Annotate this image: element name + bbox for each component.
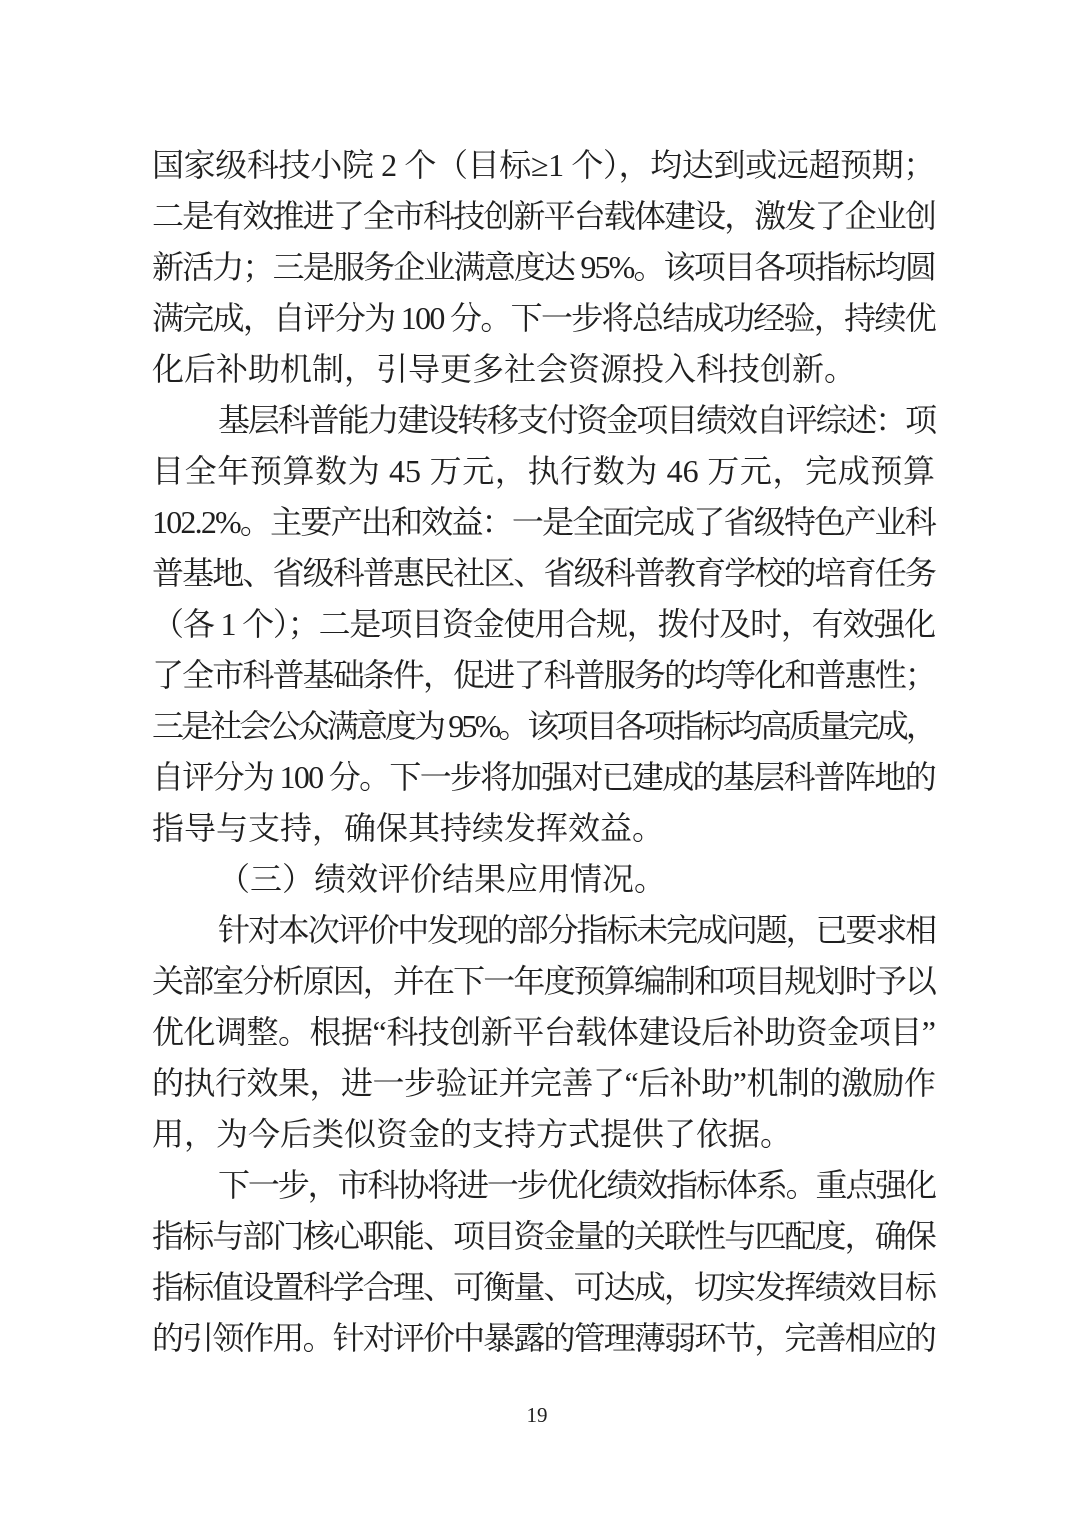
text-line: 关部室分析原因，并在下一年度预算编制和项目规划时予以: [152, 963, 936, 999]
text-line: 指标与部门核心职能、项目资金量的关联性与匹配度，确保: [152, 1218, 936, 1254]
text-line: 国家级科技小院 2 个（目标≥1 个），均达到或远超预期；: [152, 147, 935, 183]
text-line: 102.2%。主要产出和效益：一是全面完成了省级特色产业科: [152, 504, 935, 540]
text-line: 指标值设置科学合理、可衡量、可达成，切实发挥绩效目标: [152, 1269, 936, 1305]
text-line: 的执行效果，进一步验证并完善了“后补助”机制的激励作: [152, 1065, 936, 1101]
text-line: 化后补助机制，引导更多社会资源投入科技创新。: [152, 351, 857, 387]
text-line: 三是社会公众满意度为 95%。该项目各项指标均高质量完成，: [152, 708, 935, 744]
section-heading-paragraph: [152, 854, 935, 905]
text-line: 基层科普能力建设转移支付资金项目绩效自评综述：项: [218, 402, 936, 438]
text-line: 用，为今后类似资金的支持方式提供了依据。: [152, 1116, 793, 1152]
paragraph-next-steps: [152, 1160, 935, 1364]
text-line: 二是有效推进了全市科技创新平台载体建设，激发了企业创: [152, 198, 936, 234]
paragraph-results-application: [152, 905, 935, 1160]
text-line: 针对本次评价中发现的部分指标未完成问题，已要求相: [218, 912, 936, 948]
text-line: 自评分为 100 分。下一步将加强对已建成的基层科普阵地的: [152, 759, 936, 795]
text-body: [152, 140, 935, 1364]
section-heading: （三）绩效评价结果应用情况。: [218, 861, 667, 897]
paragraph-continuation: [152, 140, 935, 395]
paragraph-grassroots-science: [152, 395, 935, 854]
text-line: 下一步，市科协将进一步优化绩效指标体系。重点强化: [218, 1167, 936, 1203]
text-line: （各 1 个）；二是项目资金使用合规，拨付及时，有效强化: [152, 606, 936, 642]
text-line: 普基地、省级科普惠民社区、省级科普教育学校的培育任务: [152, 555, 936, 591]
text-line: 目全年预算数为 45 万元，执行数为 46 万元，完成预算: [152, 453, 935, 489]
text-line: 满完成，自评分为 100 分。下一步将总结成功经验，持续优: [152, 300, 936, 336]
page-number: 19: [526, 1403, 548, 1427]
text-line: 的引领作用。针对评价中暴露的管理薄弱环节，完善相应的: [152, 1320, 936, 1356]
text-line: 优化调整。根据“科技创新平台载体建设后补助资金项目”: [152, 1014, 936, 1050]
text-line: 新活力；三是服务企业满意度达 95%。该项目各项指标均圆: [152, 249, 935, 285]
text-line: 了全市科普基础条件，促进了科普服务的均等化和普惠性；: [152, 657, 936, 693]
text-line: 指导与支持，确保其持续发挥效益。: [152, 810, 665, 846]
